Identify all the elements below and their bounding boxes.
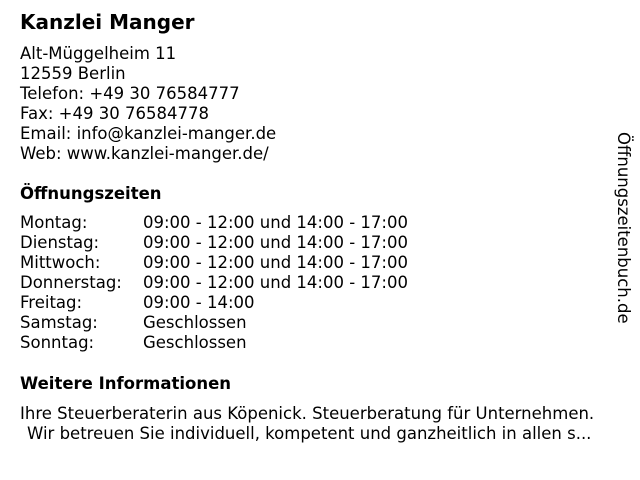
time-value: 09:00 - 12:00 und 14:00 - 17:00 [143, 213, 408, 232]
time-value: 09:00 - 12:00 und 14:00 - 17:00 [143, 273, 408, 292]
city-address: 12559 Berlin [20, 64, 126, 83]
day-label: Sonntag: [20, 333, 95, 352]
day-label: Samstag: [20, 313, 98, 332]
time-value: 09:00 - 14:00 [143, 293, 255, 312]
watermark-text: Öffnungszeitenbuch.de [614, 132, 633, 324]
email-address: Email: info@kanzlei-manger.de [20, 124, 277, 143]
business-name: Kanzlei Manger [20, 10, 195, 34]
info-text [20, 404, 630, 444]
day-label: Donnerstag: [20, 273, 122, 292]
day-label: Dienstag: [20, 233, 100, 252]
day-label: Mittwoch: [20, 253, 101, 272]
info-line: Wir betreuen Sie individuell, kompetent und ganzheitlich in allen s... [27, 424, 592, 443]
street-address: Alt-Müggelheim 11 [20, 44, 177, 63]
info-heading: Weitere Informationen [20, 374, 232, 393]
time-value: Geschlossen [143, 313, 247, 332]
time-value: 09:00 - 12:00 und 14:00 - 17:00 [143, 233, 408, 252]
info-line: Ihre Steuerberaterin aus Köpenick. Steuerberatung für Unternehmen. [20, 404, 595, 423]
day-label: Freitag: [20, 293, 83, 312]
time-value: Geschlossen [143, 333, 247, 352]
website: Web: www.kanzlei-manger.de/ [20, 144, 269, 163]
fax-number: Fax: +49 30 76584778 [20, 104, 209, 123]
phone-number: Telefon: +49 30 76584777 [20, 84, 240, 103]
day-label: Montag: [20, 213, 88, 232]
time-value: 09:00 - 12:00 und 14:00 - 17:00 [143, 253, 408, 272]
hours-heading: Öffnungszeiten [20, 184, 162, 203]
contact-block [20, 44, 276, 164]
